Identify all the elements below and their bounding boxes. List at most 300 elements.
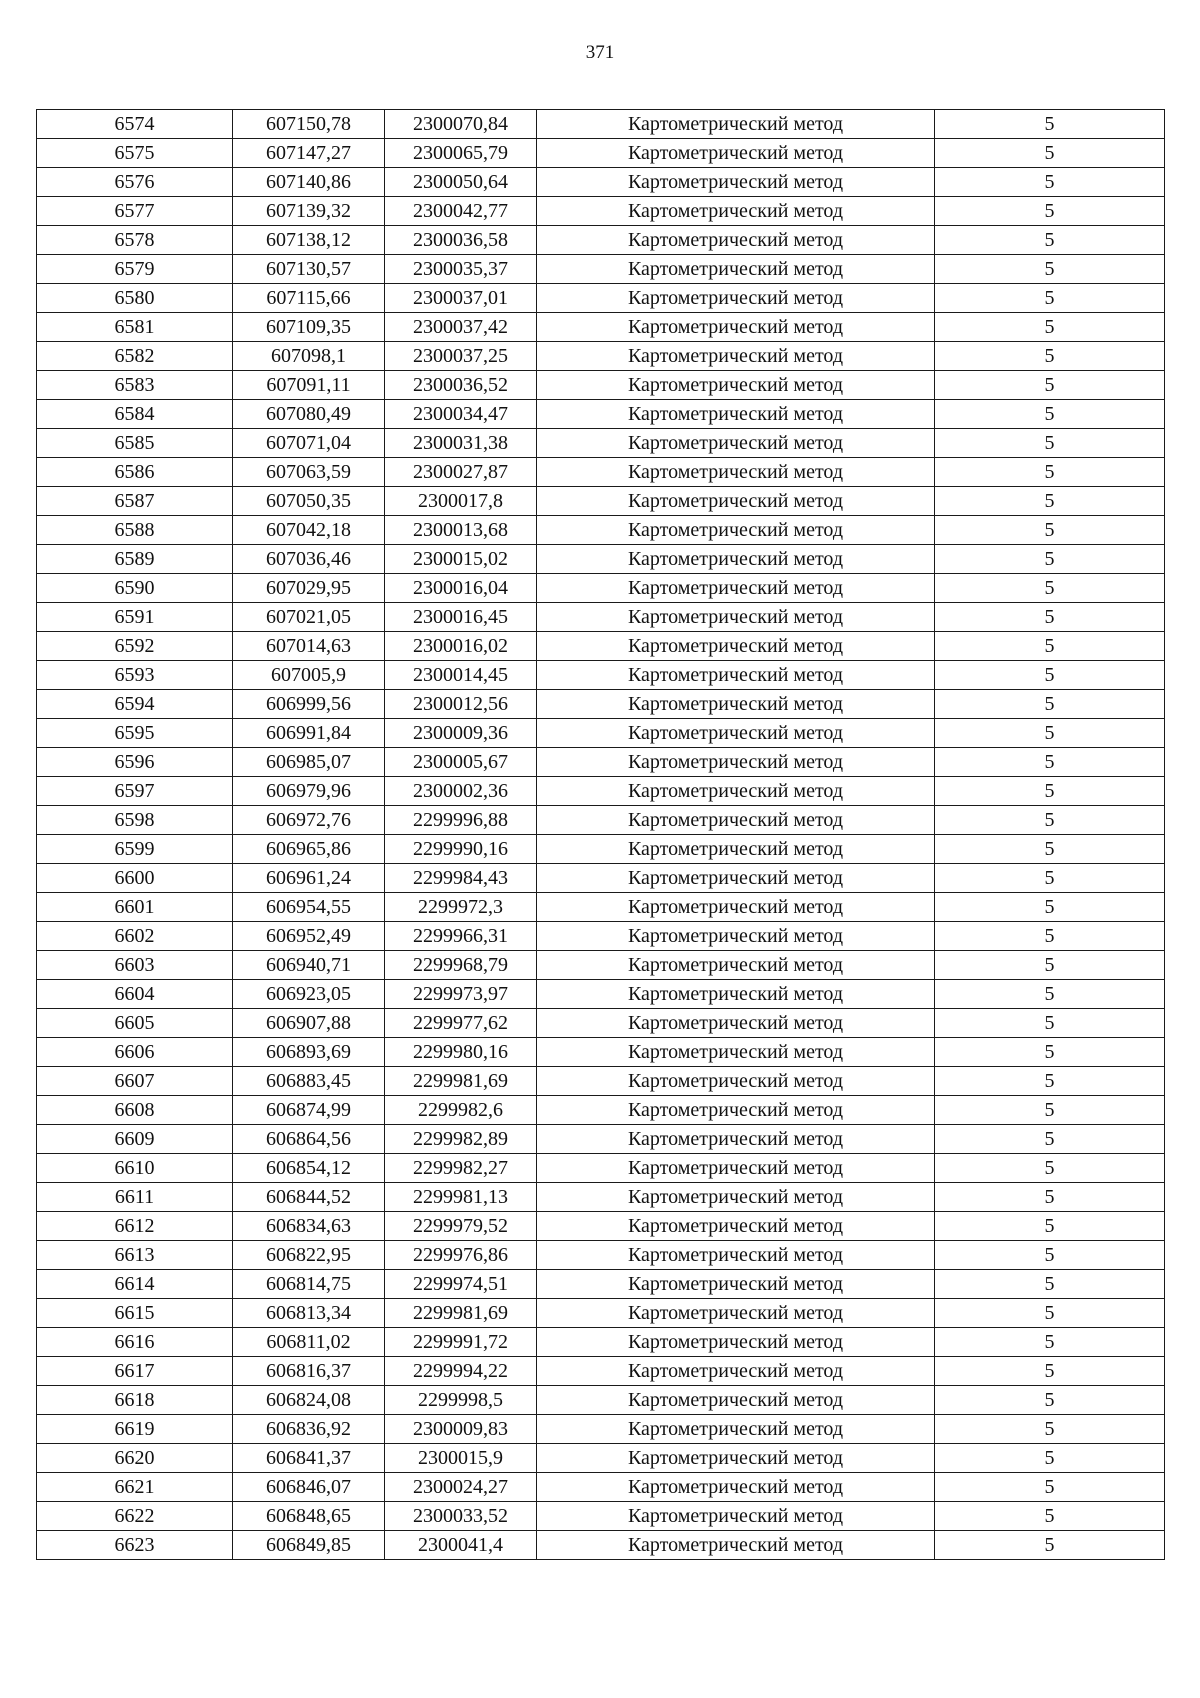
table-row [37,777,1165,806]
x-coordinate-cell: 606985,07 [233,748,385,777]
accuracy-cell: 5 [935,1299,1165,1328]
y-coordinate-cell: 2299982,27 [385,1154,537,1183]
point-number-cell: 6609 [37,1125,233,1154]
table-row [37,1357,1165,1386]
x-coordinate-cell: 606893,69 [233,1038,385,1067]
x-coordinate-cell: 606940,71 [233,951,385,980]
y-coordinate-cell: 2300015,02 [385,545,537,574]
x-coordinate-cell: 607109,35 [233,313,385,342]
x-coordinate-cell: 606979,96 [233,777,385,806]
y-coordinate-cell: 2300005,67 [385,748,537,777]
table-row [37,1212,1165,1241]
accuracy-cell: 5 [935,1473,1165,1502]
table-row [37,603,1165,632]
point-number-cell: 6616 [37,1328,233,1357]
y-coordinate-cell: 2299990,16 [385,835,537,864]
y-coordinate-cell: 2299982,89 [385,1125,537,1154]
table-row [37,806,1165,835]
table-row [37,342,1165,371]
point-number-cell: 6621 [37,1473,233,1502]
table-row [37,922,1165,951]
x-coordinate-cell: 607036,46 [233,545,385,574]
accuracy-cell: 5 [935,545,1165,574]
x-coordinate-cell: 607147,27 [233,139,385,168]
accuracy-cell: 5 [935,139,1165,168]
point-number-cell: 6577 [37,197,233,226]
table-row [37,139,1165,168]
table-row [37,458,1165,487]
accuracy-cell: 5 [935,922,1165,951]
table-row [37,951,1165,980]
method-cell: Картометрический метод [537,342,935,371]
y-coordinate-cell: 2300037,42 [385,313,537,342]
method-cell: Картометрический метод [537,574,935,603]
method-cell: Картометрический метод [537,1212,935,1241]
page-number: 371 [585,42,615,63]
x-coordinate-cell: 607029,95 [233,574,385,603]
accuracy-cell: 5 [935,777,1165,806]
table-row [37,255,1165,284]
method-cell: Картометрический метод [537,1270,935,1299]
accuracy-cell: 5 [935,371,1165,400]
y-coordinate-cell: 2300031,38 [385,429,537,458]
y-coordinate-cell: 2300036,52 [385,371,537,400]
point-number-cell: 6593 [37,661,233,690]
accuracy-cell: 5 [935,429,1165,458]
accuracy-cell: 5 [935,255,1165,284]
point-number-cell: 6611 [37,1183,233,1212]
method-cell: Картометрический метод [537,516,935,545]
method-cell: Картометрический метод [537,835,935,864]
method-cell: Картометрический метод [537,893,935,922]
point-number-cell: 6601 [37,893,233,922]
method-cell: Картометрический метод [537,226,935,255]
x-coordinate-cell: 607091,11 [233,371,385,400]
table-row [37,1096,1165,1125]
y-coordinate-cell: 2300034,47 [385,400,537,429]
point-number-cell: 6576 [37,168,233,197]
y-coordinate-cell: 2299974,51 [385,1270,537,1299]
table-row [37,1299,1165,1328]
table-row [37,1386,1165,1415]
accuracy-cell: 5 [935,1154,1165,1183]
x-coordinate-cell: 606822,95 [233,1241,385,1270]
method-cell: Картометрический метод [537,603,935,632]
table-row [37,1009,1165,1038]
point-number-cell: 6608 [37,1096,233,1125]
x-coordinate-cell: 606907,88 [233,1009,385,1038]
x-coordinate-cell: 606834,63 [233,1212,385,1241]
x-coordinate-cell: 607150,78 [233,110,385,139]
method-cell: Картометрический метод [537,139,935,168]
x-coordinate-cell: 606991,84 [233,719,385,748]
x-coordinate-cell: 607005,9 [233,661,385,690]
y-coordinate-cell: 2299981,69 [385,1299,537,1328]
x-coordinate-cell: 606844,52 [233,1183,385,1212]
y-coordinate-cell: 2300016,45 [385,603,537,632]
accuracy-cell: 5 [935,1183,1165,1212]
accuracy-cell: 5 [935,980,1165,1009]
accuracy-cell: 5 [935,661,1165,690]
method-cell: Картометрический метод [537,1038,935,1067]
method-cell: Картометрический метод [537,1328,935,1357]
accuracy-cell: 5 [935,1502,1165,1531]
y-coordinate-cell: 2299994,22 [385,1357,537,1386]
y-coordinate-cell: 2299981,69 [385,1067,537,1096]
point-number-cell: 6574 [37,110,233,139]
x-coordinate-cell: 607050,35 [233,487,385,516]
point-number-cell: 6606 [37,1038,233,1067]
y-coordinate-cell: 2300035,37 [385,255,537,284]
accuracy-cell: 5 [935,1328,1165,1357]
accuracy-cell: 5 [935,226,1165,255]
x-coordinate-cell: 606824,08 [233,1386,385,1415]
table-row [37,429,1165,458]
method-cell: Картометрический метод [537,168,935,197]
table-row [37,1502,1165,1531]
accuracy-cell: 5 [935,1125,1165,1154]
point-number-cell: 6617 [37,1357,233,1386]
point-number-cell: 6588 [37,516,233,545]
y-coordinate-cell: 2299973,97 [385,980,537,1009]
accuracy-cell: 5 [935,1241,1165,1270]
table-row [37,980,1165,1009]
accuracy-cell: 5 [935,690,1165,719]
table-row [37,1473,1165,1502]
method-cell: Картометрический метод [537,487,935,516]
point-number-cell: 6602 [37,922,233,951]
x-coordinate-cell: 606965,86 [233,835,385,864]
point-number-cell: 6619 [37,1415,233,1444]
table-row [37,864,1165,893]
table-row [37,1183,1165,1212]
table-row [37,1444,1165,1473]
table-row [37,1415,1165,1444]
accuracy-cell: 5 [935,1270,1165,1299]
point-number-cell: 6618 [37,1386,233,1415]
point-number-cell: 6589 [37,545,233,574]
table-row [37,1328,1165,1357]
y-coordinate-cell: 2299996,88 [385,806,537,835]
accuracy-cell: 5 [935,719,1165,748]
x-coordinate-cell: 607080,49 [233,400,385,429]
table-row [37,632,1165,661]
y-coordinate-cell: 2300016,02 [385,632,537,661]
x-coordinate-cell: 606952,49 [233,922,385,951]
y-coordinate-cell: 2299998,5 [385,1386,537,1415]
accuracy-cell: 5 [935,574,1165,603]
method-cell: Картометрический метод [537,1096,935,1125]
accuracy-cell: 5 [935,516,1165,545]
method-cell: Картометрический метод [537,545,935,574]
table-row [37,574,1165,603]
point-number-cell: 6597 [37,777,233,806]
point-number-cell: 6590 [37,574,233,603]
method-cell: Картометрический метод [537,777,935,806]
accuracy-cell: 5 [935,1067,1165,1096]
point-number-cell: 6598 [37,806,233,835]
accuracy-cell: 5 [935,284,1165,313]
point-number-cell: 6594 [37,690,233,719]
accuracy-cell: 5 [935,1009,1165,1038]
accuracy-cell: 5 [935,1386,1165,1415]
coordinates-table [36,109,1165,1560]
method-cell: Картометрический метод [537,719,935,748]
y-coordinate-cell: 2300009,83 [385,1415,537,1444]
table-row [37,1154,1165,1183]
table-row [37,168,1165,197]
point-number-cell: 6591 [37,603,233,632]
method-cell: Картометрический метод [537,748,935,777]
y-coordinate-cell: 2300009,36 [385,719,537,748]
method-cell: Картометрический метод [537,110,935,139]
method-cell: Картометрический метод [537,1241,935,1270]
x-coordinate-cell: 606972,76 [233,806,385,835]
x-coordinate-cell: 606999,56 [233,690,385,719]
x-coordinate-cell: 606923,05 [233,980,385,1009]
table-row [37,197,1165,226]
point-number-cell: 6603 [37,951,233,980]
x-coordinate-cell: 606864,56 [233,1125,385,1154]
y-coordinate-cell: 2299976,86 [385,1241,537,1270]
method-cell: Картометрический метод [537,429,935,458]
point-number-cell: 6620 [37,1444,233,1473]
y-coordinate-cell: 2300041,4 [385,1531,537,1560]
table-row [37,1067,1165,1096]
x-coordinate-cell: 607139,32 [233,197,385,226]
table-row [37,226,1165,255]
method-cell: Картометрический метод [537,313,935,342]
method-cell: Картометрический метод [537,1067,935,1096]
x-coordinate-cell: 606811,02 [233,1328,385,1357]
y-coordinate-cell: 2300014,45 [385,661,537,690]
y-coordinate-cell: 2300037,25 [385,342,537,371]
y-coordinate-cell: 2299966,31 [385,922,537,951]
table-row [37,893,1165,922]
x-coordinate-cell: 607071,04 [233,429,385,458]
x-coordinate-cell: 607021,05 [233,603,385,632]
method-cell: Картометрический метод [537,1154,935,1183]
y-coordinate-cell: 2300042,77 [385,197,537,226]
x-coordinate-cell: 606813,34 [233,1299,385,1328]
method-cell: Картометрический метод [537,922,935,951]
point-number-cell: 6604 [37,980,233,1009]
y-coordinate-cell: 2300012,56 [385,690,537,719]
accuracy-cell: 5 [935,893,1165,922]
table-row [37,835,1165,864]
method-cell: Картометрический метод [537,632,935,661]
x-coordinate-cell: 606816,37 [233,1357,385,1386]
y-coordinate-cell: 2300015,9 [385,1444,537,1473]
accuracy-cell: 5 [935,835,1165,864]
x-coordinate-cell: 607115,66 [233,284,385,313]
method-cell: Картометрический метод [537,400,935,429]
point-number-cell: 6584 [37,400,233,429]
method-cell: Картометрический метод [537,806,935,835]
method-cell: Картометрический метод [537,1473,935,1502]
x-coordinate-cell: 606814,75 [233,1270,385,1299]
table-row [37,487,1165,516]
point-number-cell: 6587 [37,487,233,516]
table-row [37,400,1165,429]
x-coordinate-cell: 607140,86 [233,168,385,197]
y-coordinate-cell: 2299982,6 [385,1096,537,1125]
y-coordinate-cell: 2299968,79 [385,951,537,980]
table-row [37,313,1165,342]
y-coordinate-cell: 2300033,52 [385,1502,537,1531]
method-cell: Картометрический метод [537,661,935,690]
y-coordinate-cell: 2300013,68 [385,516,537,545]
x-coordinate-cell: 606954,55 [233,893,385,922]
table-row [37,284,1165,313]
table-row [37,719,1165,748]
table-row [37,1038,1165,1067]
x-coordinate-cell: 607014,63 [233,632,385,661]
y-coordinate-cell: 2300017,8 [385,487,537,516]
point-number-cell: 6596 [37,748,233,777]
table-row [37,516,1165,545]
table-row [37,690,1165,719]
x-coordinate-cell: 606836,92 [233,1415,385,1444]
table-row [37,1241,1165,1270]
method-cell: Картометрический метод [537,1531,935,1560]
accuracy-cell: 5 [935,1096,1165,1125]
x-coordinate-cell: 607042,18 [233,516,385,545]
y-coordinate-cell: 2299972,3 [385,893,537,922]
point-number-cell: 6578 [37,226,233,255]
point-number-cell: 6579 [37,255,233,284]
y-coordinate-cell: 2300036,58 [385,226,537,255]
accuracy-cell: 5 [935,748,1165,777]
method-cell: Картометрический метод [537,1357,935,1386]
accuracy-cell: 5 [935,1415,1165,1444]
y-coordinate-cell: 2300016,04 [385,574,537,603]
method-cell: Картометрический метод [537,371,935,400]
y-coordinate-cell: 2300070,84 [385,110,537,139]
y-coordinate-cell: 2299984,43 [385,864,537,893]
method-cell: Картометрический метод [537,980,935,1009]
x-coordinate-cell: 606849,85 [233,1531,385,1560]
point-number-cell: 6607 [37,1067,233,1096]
accuracy-cell: 5 [935,1357,1165,1386]
method-cell: Картометрический метод [537,1502,935,1531]
accuracy-cell: 5 [935,1444,1165,1473]
y-coordinate-cell: 2299979,52 [385,1212,537,1241]
method-cell: Картометрический метод [537,1299,935,1328]
point-number-cell: 6623 [37,1531,233,1560]
y-coordinate-cell: 2300037,01 [385,284,537,313]
point-number-cell: 6622 [37,1502,233,1531]
y-coordinate-cell: 2299977,62 [385,1009,537,1038]
accuracy-cell: 5 [935,632,1165,661]
accuracy-cell: 5 [935,1038,1165,1067]
x-coordinate-cell: 606961,24 [233,864,385,893]
point-number-cell: 6614 [37,1270,233,1299]
point-number-cell: 6583 [37,371,233,400]
accuracy-cell: 5 [935,342,1165,371]
table-row [37,1531,1165,1560]
y-coordinate-cell: 2300065,79 [385,139,537,168]
point-number-cell: 6586 [37,458,233,487]
y-coordinate-cell: 2300002,36 [385,777,537,806]
method-cell: Картометрический метод [537,690,935,719]
accuracy-cell: 5 [935,197,1165,226]
accuracy-cell: 5 [935,1212,1165,1241]
point-number-cell: 6612 [37,1212,233,1241]
x-coordinate-cell: 607098,1 [233,342,385,371]
x-coordinate-cell: 606854,12 [233,1154,385,1183]
point-number-cell: 6585 [37,429,233,458]
method-cell: Картометрический метод [537,864,935,893]
y-coordinate-cell: 2300050,64 [385,168,537,197]
x-coordinate-cell: 606848,65 [233,1502,385,1531]
y-coordinate-cell: 2299981,13 [385,1183,537,1212]
point-number-cell: 6600 [37,864,233,893]
point-number-cell: 6599 [37,835,233,864]
y-coordinate-cell: 2299980,16 [385,1038,537,1067]
table-row [37,1270,1165,1299]
point-number-cell: 6582 [37,342,233,371]
method-cell: Картометрический метод [537,284,935,313]
point-number-cell: 6580 [37,284,233,313]
x-coordinate-cell: 607063,59 [233,458,385,487]
coordinates-table-body [37,110,1165,1560]
method-cell: Картометрический метод [537,1415,935,1444]
accuracy-cell: 5 [935,400,1165,429]
table-row [37,1125,1165,1154]
method-cell: Картометрический метод [537,1386,935,1415]
method-cell: Картометрический метод [537,1009,935,1038]
method-cell: Картометрический метод [537,951,935,980]
method-cell: Картометрический метод [537,1183,935,1212]
table-row [37,748,1165,777]
point-number-cell: 6575 [37,139,233,168]
y-coordinate-cell: 2300024,27 [385,1473,537,1502]
point-number-cell: 6581 [37,313,233,342]
method-cell: Картометрический метод [537,458,935,487]
accuracy-cell: 5 [935,458,1165,487]
table-row [37,371,1165,400]
x-coordinate-cell: 606841,37 [233,1444,385,1473]
table-row [37,661,1165,690]
point-number-cell: 6595 [37,719,233,748]
method-cell: Картометрический метод [537,197,935,226]
point-number-cell: 6610 [37,1154,233,1183]
x-coordinate-cell: 607130,57 [233,255,385,284]
point-number-cell: 6613 [37,1241,233,1270]
x-coordinate-cell: 606883,45 [233,1067,385,1096]
table-row [37,545,1165,574]
accuracy-cell: 5 [935,110,1165,139]
x-coordinate-cell: 606846,07 [233,1473,385,1502]
accuracy-cell: 5 [935,168,1165,197]
y-coordinate-cell: 2299991,72 [385,1328,537,1357]
method-cell: Картометрический метод [537,255,935,284]
accuracy-cell: 5 [935,806,1165,835]
x-coordinate-cell: 606874,99 [233,1096,385,1125]
accuracy-cell: 5 [935,313,1165,342]
y-coordinate-cell: 2300027,87 [385,458,537,487]
accuracy-cell: 5 [935,864,1165,893]
accuracy-cell: 5 [935,487,1165,516]
accuracy-cell: 5 [935,951,1165,980]
table-row [37,110,1165,139]
accuracy-cell: 5 [935,1531,1165,1560]
method-cell: Картометрический метод [537,1125,935,1154]
point-number-cell: 6592 [37,632,233,661]
point-number-cell: 6615 [37,1299,233,1328]
method-cell: Картометрический метод [537,1444,935,1473]
